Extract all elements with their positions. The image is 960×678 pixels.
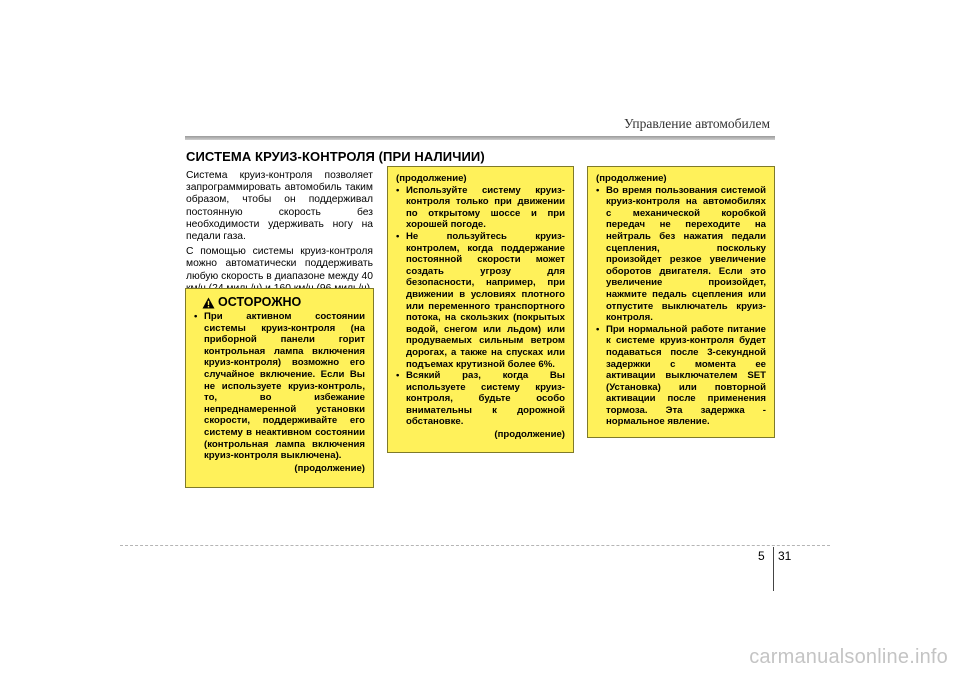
section-title: СИСТЕМА КРУИЗ-КОНТРОЛЯ (ПРИ НАЛИЧИИ) <box>186 149 485 164</box>
warning-list <box>194 311 365 462</box>
caution-box-3 <box>587 166 775 438</box>
footer-divider <box>120 545 830 546</box>
continued-label: (продолжение) <box>396 173 467 184</box>
continued-label: (продолжение) <box>494 429 565 441</box>
intro-paragraph-2: С помощью системы круиз-контроля можно автоматически поддерживать любую скорость в диапазоне между 40 <box>186 246 373 282</box>
page-number-divider <box>773 547 774 591</box>
header-rule <box>185 136 775 140</box>
warning-triangle-icon <box>202 297 215 309</box>
caution-bullet-2: • При нормальной работе питание к системе круиз-контроля будет подаваться после 3-секундной задержки с момента ее активации выключателем SET (Установка) или повторной активации после применения тормоза. Эта задержка - нормальное явление. <box>596 324 766 428</box>
intro-paragraph-1: Система круиз-контроля позволяет запрограммировать автомобиль таким образом, чтобы он поддерживал постоянную скорость без необходимости удерживать ногу на педали газа. <box>186 170 373 243</box>
warning-bullet-1: • При активном состоянии системы круиз-контроля (на приборной панели горит контрольная лампа включения круиз-контроля) возможно его случайное включение. Если Вы не используете круиз-контроль, то, во избежание непреднамеренной установки скорости, поддерживайте его систему в неактивном состоянии (контрольная лампа включения круиз-контроля выключена). <box>194 311 365 462</box>
caution-bullet-3: • Всякий раз, когда Вы используете систему круиз-контроля, будьте особо внимательны к дорожной обстановке. <box>396 370 565 428</box>
caution-bullet-1: • Во время пользования системой круиз-контроля на автомобилях с механической коробкой передач не переходите на нейтраль без нажатия педали сцепления, поскольку произойдет резкое увеличение оборотов двигателя. Если это увеличение произойдет, нажмите педаль сцепления или отпустите выключатель круиз-контроля. <box>596 185 766 324</box>
caution-bullet-1: • Используйте систему круиз-контроля только при движении по открытому шоссе и при хорошей погоде. <box>396 185 565 231</box>
warning-box <box>185 288 374 488</box>
caution-box-2 <box>387 166 574 453</box>
caution-list-2 <box>396 185 565 428</box>
page-number: 31 <box>778 549 792 563</box>
warning-header <box>202 295 365 310</box>
warning-title: ОСТОРОЖНО <box>218 295 302 309</box>
header-title: Управление автомобилем <box>624 116 770 131</box>
intro-text <box>186 170 373 298</box>
continued-label: (продолжение) <box>596 173 667 184</box>
continued-label: (продолжение) <box>294 462 365 474</box>
chapter-number: 5 <box>758 549 765 563</box>
watermark: carmanualsonline.info <box>749 646 948 668</box>
caution-list-3 <box>596 185 766 428</box>
caution-bullet-2: • Не пользуйтесь круиз-контролем, когда поддержание постоянной скорости может создать угрозу для безопасности, например, при движении в условиях плотного или переменного транспортного потока, на скользких (покрытых водой, снегом или льдом) или продуваемых сильным ветром дорогах, а также на спусках или подъемах крутизной более 6%. <box>396 231 565 370</box>
